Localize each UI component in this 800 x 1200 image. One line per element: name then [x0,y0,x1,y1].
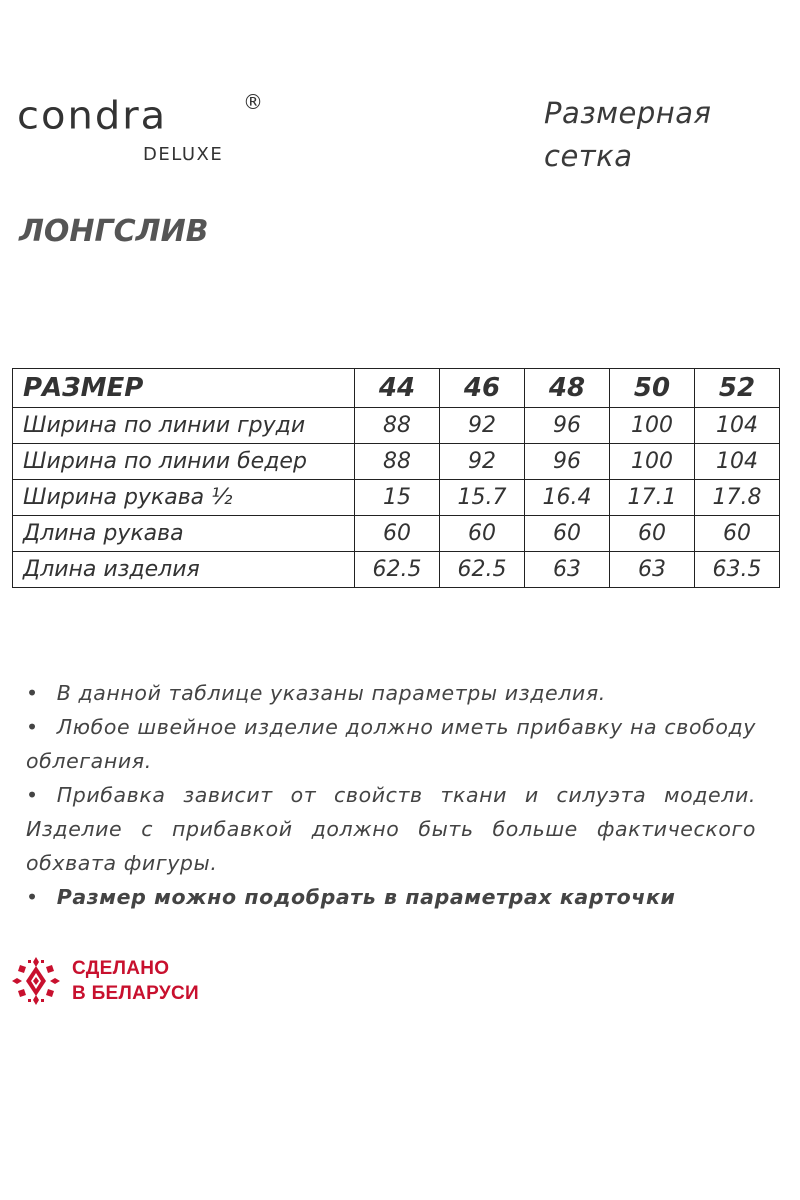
cell-value: 96 [525,408,610,444]
product-name: ЛОНГСЛИВ [19,214,209,249]
cell-value: 63 [525,552,610,588]
cell-value: 100 [610,408,695,444]
row-label: Ширина по линии бедер [13,444,355,480]
header-size: 44 [355,369,440,408]
cell-value: 88 [355,444,440,480]
note-text: В данной таблице указаны параметры изделия. [56,681,606,705]
header-size: 52 [695,369,780,408]
cell-value: 96 [525,444,610,480]
cell-value: 92 [440,444,525,480]
document-title-line2: сетка [544,139,633,173]
cell-value: 104 [695,444,780,480]
bullet-icon: • [26,885,39,909]
cell-value: 60 [525,516,610,552]
cell-value: 104 [695,408,780,444]
note-text: Любое швейное изделие должно иметь прибавку на свободу облегания. [26,715,756,773]
registered-mark: ® [243,90,263,114]
row-label: Ширина по линии груди [13,408,355,444]
note-item [26,710,756,778]
header-size: 48 [525,369,610,408]
document-title [544,92,774,178]
made-in-line1: СДЕЛАНО [72,958,170,979]
note-item [26,880,756,914]
cell-value: 60 [610,516,695,552]
document-title-line1: Размерная [544,96,712,130]
note-text: Размер можно подобрать в параметрах карточки [56,885,676,909]
brand-name: condra [17,94,168,138]
ornament-icon [8,956,64,1006]
header-label: РАЗМЕР [13,369,355,408]
cell-value: 17.8 [695,480,780,516]
size-table [12,368,780,588]
table-row [13,408,780,444]
table-row [13,480,780,516]
made-in-belarus-badge [8,950,208,1010]
size-table-header [13,369,780,408]
row-label: Ширина рукава ½ [13,480,355,516]
cell-value: 88 [355,408,440,444]
cell-value: 63.5 [695,552,780,588]
cell-value: 60 [440,516,525,552]
cell-value: 100 [610,444,695,480]
header-size: 50 [610,369,695,408]
made-in-text [72,956,199,1006]
table-row [13,516,780,552]
note-item [26,778,756,880]
cell-value: 15 [355,480,440,516]
row-label: Длина изделия [13,552,355,588]
cell-value: 16.4 [525,480,610,516]
cell-value: 60 [695,516,780,552]
cell-value: 92 [440,408,525,444]
cell-value: 60 [355,516,440,552]
bullet-icon: • [26,715,39,739]
cell-value: 62.5 [440,552,525,588]
header-size: 46 [440,369,525,408]
brand-logo [17,90,267,176]
brand-line: DELUXE [143,144,224,165]
bullet-icon: • [26,783,39,807]
row-label: Длина рукава [13,516,355,552]
cell-value: 15.7 [440,480,525,516]
notes [26,676,756,914]
table-row [13,552,780,588]
made-in-line2: В БЕЛАРУСИ [72,983,200,1004]
cell-value: 62.5 [355,552,440,588]
bullet-icon: • [26,681,39,705]
note-item [26,676,756,710]
cell-value: 17.1 [610,480,695,516]
table-row [13,444,780,480]
note-text: Прибавка зависит от свойств ткани и силуэта модели. Изделие с прибавкой должно быть больше фактического обхвата фигуры. [26,783,756,875]
cell-value: 63 [610,552,695,588]
